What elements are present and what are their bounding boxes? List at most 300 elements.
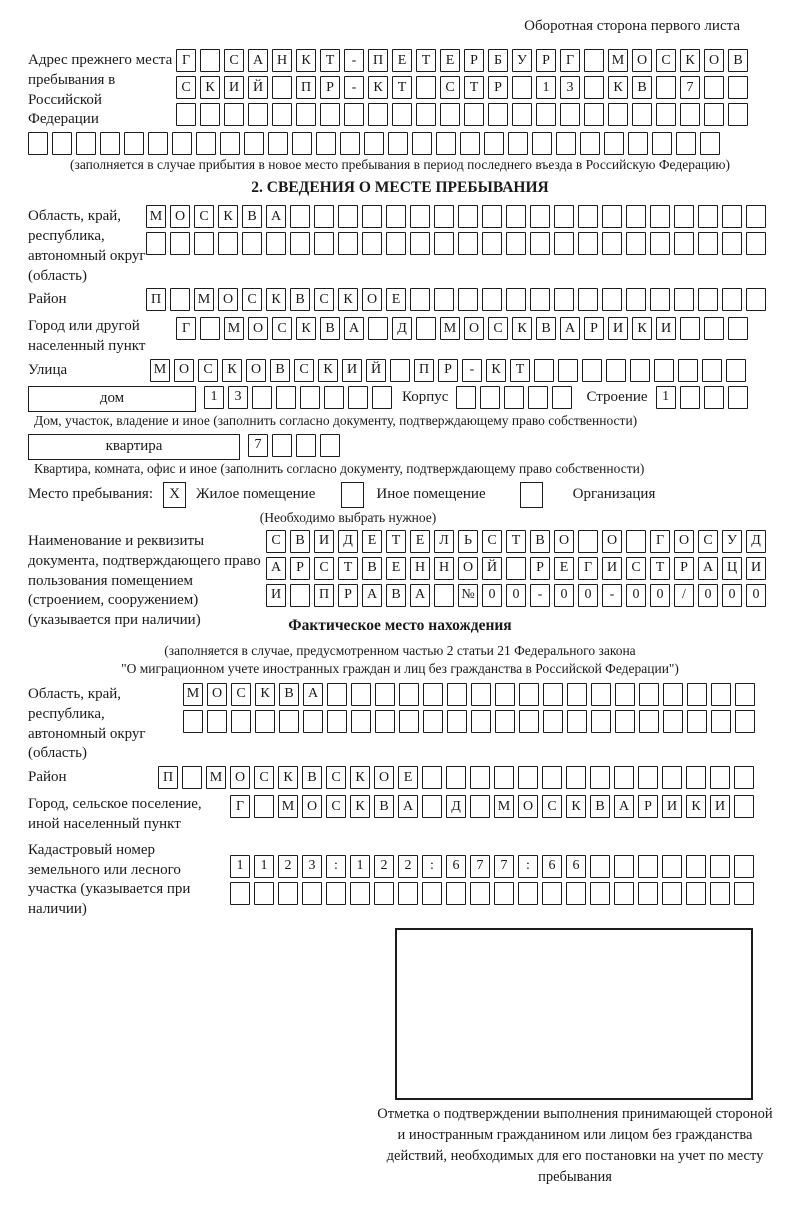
char-box xyxy=(446,882,466,905)
char-box: М xyxy=(146,205,166,228)
char-box xyxy=(351,710,371,733)
char-box: Д xyxy=(338,530,358,553)
char-box: Е xyxy=(392,49,412,72)
char-box xyxy=(302,882,322,905)
char-box: : xyxy=(422,855,442,878)
char-box: О xyxy=(362,288,382,311)
cadastre-row-2 xyxy=(230,882,758,905)
char-box xyxy=(700,132,720,155)
char-box xyxy=(480,386,500,409)
char-box: М xyxy=(608,49,628,72)
char-box xyxy=(536,103,556,126)
char-box: И xyxy=(746,557,766,580)
char-box xyxy=(368,103,388,126)
char-box xyxy=(362,232,382,255)
char-box xyxy=(242,232,262,255)
char-box xyxy=(722,232,742,255)
cadastre-rows xyxy=(230,839,758,909)
char-box xyxy=(290,205,310,228)
char-box xyxy=(626,530,646,553)
char-box: О xyxy=(230,766,250,789)
char-box xyxy=(678,359,698,382)
char-box xyxy=(654,359,674,382)
char-box xyxy=(224,103,244,126)
char-box: В xyxy=(632,76,652,99)
char-box xyxy=(124,132,144,155)
char-box: 1 xyxy=(536,76,556,99)
char-box xyxy=(422,795,442,818)
char-box: К xyxy=(296,49,316,72)
char-box xyxy=(470,766,490,789)
char-box xyxy=(248,103,268,126)
char-box xyxy=(543,683,563,706)
char-box: 0 xyxy=(578,584,598,607)
char-box: 1 xyxy=(254,855,274,878)
char-box xyxy=(722,288,742,311)
char-box xyxy=(698,232,718,255)
char-box xyxy=(416,317,436,340)
char-box xyxy=(591,683,611,706)
char-box: 0 xyxy=(626,584,646,607)
char-box xyxy=(374,882,394,905)
char-box: В xyxy=(362,557,382,580)
char-box: С xyxy=(231,683,251,706)
char-box: Т xyxy=(320,49,340,72)
city-row xyxy=(176,317,752,340)
char-box xyxy=(680,103,700,126)
char-box xyxy=(704,76,724,99)
char-box: Д xyxy=(746,530,766,553)
house-note: Дом, участок, владение и иное (заполнить согласно документу, подтверждающему право собственности) xyxy=(34,412,638,428)
cadastre-row-1 xyxy=(230,855,758,878)
region-row-2 xyxy=(146,232,770,255)
char-box xyxy=(604,132,624,155)
char-box xyxy=(218,232,238,255)
char-box: К xyxy=(200,76,220,99)
char-box: Р xyxy=(464,49,484,72)
char-box: - xyxy=(344,76,364,99)
char-box xyxy=(711,683,731,706)
char-box xyxy=(710,855,730,878)
char-box: К xyxy=(512,317,532,340)
char-box: 0 xyxy=(650,584,670,607)
char-box: 7 xyxy=(680,76,700,99)
char-box xyxy=(722,205,742,228)
char-box xyxy=(488,103,508,126)
char-box xyxy=(602,232,622,255)
char-box xyxy=(554,232,574,255)
confirmation-stamp-caption: Отметка о подтверждении выполнения принимающей стороной и иностранным гражданином или лицом без гражданства действий, необходимых для его постановки на учет по месту пребывания xyxy=(377,1105,773,1185)
char-box xyxy=(364,132,384,155)
char-box: К xyxy=(680,49,700,72)
char-box xyxy=(650,288,670,311)
char-box xyxy=(388,132,408,155)
char-box xyxy=(183,710,203,733)
char-box xyxy=(656,103,676,126)
char-box xyxy=(506,232,526,255)
char-box xyxy=(196,132,216,155)
char-box: С xyxy=(326,766,346,789)
char-box xyxy=(710,766,730,789)
char-box: Р xyxy=(674,557,694,580)
char-box xyxy=(578,530,598,553)
char-box xyxy=(614,766,634,789)
street-block xyxy=(28,359,772,382)
char-box xyxy=(686,855,706,878)
char-box: С xyxy=(242,288,262,311)
char-box: У xyxy=(722,530,742,553)
char-box xyxy=(578,288,598,311)
char-box xyxy=(676,132,696,155)
char-box xyxy=(314,205,334,228)
char-box xyxy=(176,103,196,126)
char-box: К xyxy=(350,766,370,789)
char-box xyxy=(416,103,436,126)
char-box xyxy=(542,766,562,789)
char-box xyxy=(296,103,316,126)
char-box xyxy=(207,710,227,733)
char-box: А xyxy=(698,557,718,580)
char-box xyxy=(508,132,528,155)
doc-row-2 xyxy=(266,557,770,580)
char-box: - xyxy=(462,359,482,382)
other-premises-checkbox xyxy=(341,482,364,508)
char-box xyxy=(76,132,96,155)
doc-block xyxy=(28,530,772,631)
actual-location-note-2: "О миграционном учете иностранных граждан и лиц без гражданства в Российской Федерации") xyxy=(121,660,679,676)
char-box xyxy=(200,49,220,72)
char-box: Е xyxy=(386,557,406,580)
char-box xyxy=(578,232,598,255)
char-box: Е xyxy=(362,530,382,553)
char-box: С xyxy=(224,49,244,72)
char-box xyxy=(518,766,538,789)
char-box xyxy=(399,683,419,706)
residential-checkbox: X xyxy=(163,482,186,508)
char-box: № xyxy=(458,584,478,607)
doc-row-3 xyxy=(266,584,770,607)
char-box xyxy=(482,232,502,255)
char-box xyxy=(626,232,646,255)
actual-city-row xyxy=(230,795,758,818)
char-box: Е xyxy=(386,288,406,311)
char-box: 3 xyxy=(302,855,322,878)
char-box: : xyxy=(326,855,346,878)
char-box xyxy=(254,795,274,818)
char-box xyxy=(680,386,700,409)
house-block xyxy=(28,386,772,412)
char-box xyxy=(662,766,682,789)
char-box: В xyxy=(302,766,322,789)
char-box xyxy=(440,103,460,126)
char-box xyxy=(728,386,748,409)
char-box xyxy=(591,710,611,733)
char-box xyxy=(554,205,574,228)
char-box: Р xyxy=(584,317,604,340)
char-box xyxy=(566,882,586,905)
char-box xyxy=(567,683,587,706)
char-box: С xyxy=(294,359,314,382)
char-box xyxy=(495,683,515,706)
char-box: М xyxy=(278,795,298,818)
char-box xyxy=(482,288,502,311)
char-box xyxy=(146,232,166,255)
char-box: К xyxy=(222,359,242,382)
char-box: И xyxy=(710,795,730,818)
actual-district-row xyxy=(158,766,758,789)
char-box xyxy=(626,205,646,228)
char-box xyxy=(412,132,432,155)
char-box: В xyxy=(728,49,748,72)
residential-label: Жилое помещение xyxy=(196,485,316,502)
char-box: П xyxy=(414,359,434,382)
char-box xyxy=(584,103,604,126)
char-box: - xyxy=(530,584,550,607)
actual-district-label: Район xyxy=(28,769,67,786)
char-box: М xyxy=(440,317,460,340)
char-box: О xyxy=(458,557,478,580)
char-box xyxy=(482,205,502,228)
char-box: М xyxy=(150,359,170,382)
char-box: С xyxy=(198,359,218,382)
char-box: С xyxy=(488,317,508,340)
apartment-block xyxy=(28,434,772,460)
char-box xyxy=(560,103,580,126)
char-box xyxy=(552,386,572,409)
char-box: Р xyxy=(488,76,508,99)
other-premises-label: Иное помещение xyxy=(376,485,486,502)
char-box xyxy=(471,683,491,706)
char-box: Е xyxy=(440,49,460,72)
char-box: В xyxy=(290,288,310,311)
char-box: 3 xyxy=(228,386,248,409)
char-box: 1 xyxy=(656,386,676,409)
char-box xyxy=(372,386,392,409)
char-box xyxy=(170,288,190,311)
char-box: В xyxy=(279,683,299,706)
char-box xyxy=(447,710,467,733)
char-box xyxy=(327,710,347,733)
actual-region-block xyxy=(28,683,772,764)
char-box xyxy=(542,882,562,905)
actual-location-note-1: (заполняется в случае, предусмотренном частью 2 статьи 21 Федерального закона xyxy=(164,642,636,658)
char-box: К xyxy=(266,288,286,311)
char-box xyxy=(272,103,292,126)
char-box xyxy=(324,386,344,409)
char-box: Е xyxy=(398,766,418,789)
char-box xyxy=(392,103,412,126)
char-box xyxy=(200,317,220,340)
char-box: А xyxy=(303,683,323,706)
char-box xyxy=(464,103,484,126)
char-box: В xyxy=(374,795,394,818)
char-box xyxy=(375,683,395,706)
char-box xyxy=(686,766,706,789)
char-box: Т xyxy=(392,76,412,99)
char-box xyxy=(615,683,635,706)
char-box xyxy=(656,76,676,99)
char-box: А xyxy=(266,557,286,580)
char-box: 1 xyxy=(350,855,370,878)
char-box: С xyxy=(656,49,676,72)
char-box: П xyxy=(368,49,388,72)
char-box xyxy=(734,882,754,905)
char-box xyxy=(652,132,672,155)
char-box xyxy=(494,882,514,905)
char-box: С xyxy=(314,557,334,580)
char-box xyxy=(566,766,586,789)
char-box xyxy=(519,710,539,733)
char-box xyxy=(327,683,347,706)
char-box xyxy=(434,205,454,228)
char-box xyxy=(614,855,634,878)
char-box xyxy=(639,683,659,706)
char-box xyxy=(663,710,683,733)
char-box xyxy=(734,795,754,818)
char-box: Р xyxy=(638,795,658,818)
char-box: М xyxy=(206,766,226,789)
char-box: Р xyxy=(438,359,458,382)
char-box: К xyxy=(566,795,586,818)
char-box: 6 xyxy=(566,855,586,878)
prev-address-block xyxy=(28,49,772,130)
char-box: В xyxy=(242,205,262,228)
char-box xyxy=(506,205,526,228)
char-box: : xyxy=(518,855,538,878)
char-box xyxy=(230,882,250,905)
char-box: Л xyxy=(434,530,454,553)
actual-district-block xyxy=(28,766,772,789)
char-box: Г xyxy=(650,530,670,553)
char-box: Т xyxy=(510,359,530,382)
char-box: Т xyxy=(386,530,406,553)
apartment-note: Квартира, комната, офис и иное (заполнить согласно документу, подтверждающему право собственности) xyxy=(34,460,645,476)
char-box xyxy=(252,386,272,409)
char-box: О xyxy=(674,530,694,553)
char-box: 7 xyxy=(248,434,268,457)
char-box xyxy=(344,103,364,126)
char-box xyxy=(578,205,598,228)
char-box xyxy=(639,710,659,733)
char-box xyxy=(484,132,504,155)
char-box: Й xyxy=(248,76,268,99)
char-box xyxy=(518,882,538,905)
char-box: 1 xyxy=(230,855,250,878)
char-box: Г xyxy=(176,317,196,340)
char-box xyxy=(340,132,360,155)
char-box xyxy=(615,710,635,733)
char-box xyxy=(626,288,646,311)
char-box: И xyxy=(342,359,362,382)
char-box xyxy=(254,882,274,905)
char-box xyxy=(663,683,683,706)
char-box: А xyxy=(560,317,580,340)
char-box xyxy=(674,232,694,255)
char-box: Г xyxy=(230,795,250,818)
char-box: Д xyxy=(446,795,466,818)
char-box xyxy=(638,855,658,878)
char-box xyxy=(272,76,292,99)
actual-region-rows xyxy=(183,683,759,737)
char-box: К xyxy=(608,76,628,99)
char-box xyxy=(350,882,370,905)
char-box: А xyxy=(398,795,418,818)
actual-city-block xyxy=(28,793,772,835)
char-box: С xyxy=(326,795,346,818)
char-box: И xyxy=(662,795,682,818)
char-box xyxy=(628,132,648,155)
house-cells xyxy=(204,386,396,409)
char-box xyxy=(534,359,554,382)
char-box xyxy=(399,710,419,733)
char-box xyxy=(698,205,718,228)
char-box xyxy=(519,683,539,706)
char-box xyxy=(272,434,292,457)
char-box xyxy=(584,49,604,72)
place-type-block xyxy=(28,482,772,508)
char-box: Ц xyxy=(722,557,742,580)
char-box xyxy=(735,683,755,706)
district-block xyxy=(28,288,772,311)
char-box xyxy=(200,103,220,126)
prev-address-note: (заполняется в случае прибытия в новое место пребывания в период последнего въезда в Российскую Федерацию) xyxy=(69,157,731,173)
char-box xyxy=(470,882,490,905)
char-box: 3 xyxy=(560,76,580,99)
char-box: Р xyxy=(530,557,550,580)
region-rows xyxy=(146,205,770,259)
char-box xyxy=(506,288,526,311)
char-box: 0 xyxy=(506,584,526,607)
char-box: С xyxy=(626,557,646,580)
char-box: 0 xyxy=(554,584,574,607)
char-box: К xyxy=(296,317,316,340)
char-box xyxy=(320,434,340,457)
prev-address-row-2 xyxy=(176,76,752,99)
char-box: И xyxy=(656,317,676,340)
char-box xyxy=(506,557,526,580)
street-row xyxy=(150,359,750,382)
char-box: 0 xyxy=(482,584,502,607)
char-box: К xyxy=(318,359,338,382)
char-box xyxy=(290,584,310,607)
char-box xyxy=(735,710,755,733)
char-box xyxy=(614,882,634,905)
char-box: А xyxy=(344,317,364,340)
char-box xyxy=(398,882,418,905)
char-box: П xyxy=(314,584,334,607)
char-box: О xyxy=(207,683,227,706)
char-box: Н xyxy=(272,49,292,72)
char-box: Ь xyxy=(458,530,478,553)
char-box xyxy=(702,359,722,382)
char-box xyxy=(290,232,310,255)
char-box xyxy=(148,132,168,155)
char-box: 2 xyxy=(278,855,298,878)
char-box: - xyxy=(344,49,364,72)
apartment-label-box: квартира xyxy=(28,434,240,460)
char-box xyxy=(638,766,658,789)
char-box: Р xyxy=(536,49,556,72)
char-box: 7 xyxy=(494,855,514,878)
char-box: С xyxy=(698,530,718,553)
char-box xyxy=(375,710,395,733)
char-box xyxy=(632,103,652,126)
actual-region-label: Область, край, республика, автономный округ (область) xyxy=(28,685,146,762)
char-box xyxy=(734,766,754,789)
char-box xyxy=(704,317,724,340)
char-box xyxy=(554,288,574,311)
char-box xyxy=(320,103,340,126)
